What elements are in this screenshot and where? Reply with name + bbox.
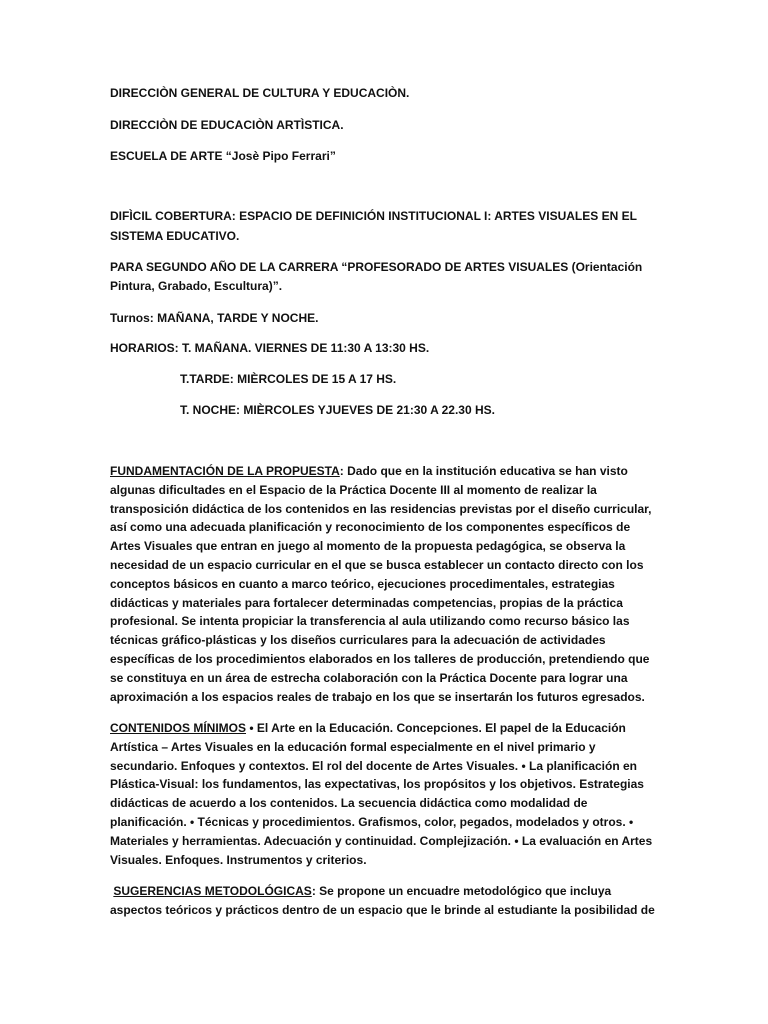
contenidos-heading: CONTENIDOS MÍNIMOS (110, 721, 247, 735)
header-line-1: DIRECCIÒN GENERAL DE CULTURA Y EDUCACIÒN. (110, 86, 410, 100)
horarios-manana: HORARIOS: T. MAÑANA. VIERNES DE 11:30 A 13:30 HS. (110, 341, 430, 355)
fundamentacion-line: necesidad de un espacio curricular en el que se busca establecer un contacto directo con los (110, 557, 644, 572)
contenidos-line: planificación. • Técnicas y procedimientos. Grafismos, color, pegados, modelados y otros. • (110, 814, 634, 829)
contenidos-line: Materiales y herramientas. Adecuación y continuidad. Complejización. • La evaluación en Artes (110, 833, 653, 848)
fundamentacion-line: didácticas y materiales para fortalecer determinadas competencias, propias de la práctica (110, 595, 623, 610)
career-line-2: Pintura, Grabado, Escultura)”. (110, 279, 283, 293)
fundamentacion-line: así como una adecuada planificación y reconocimiento de los componentes específicos de (110, 520, 631, 535)
header-line-3: ESCUELA DE ARTE “Josè Pipo Ferrari” (110, 149, 336, 163)
career-line-1: PARA SEGUNDO AÑO DE LA CARRERA “PROFESORADO DE ARTES VISUALES (Orientación (110, 260, 643, 274)
sugerencias-heading: SUGERENCIAS METODOLÓGICAS (113, 884, 312, 898)
sugerencias-line: : Se propone un encuadre metodológico que incluya (311, 884, 612, 898)
contenidos-line: didácticas de acuerdo a los contenidos. La secuencia didáctica como modalidad de (110, 796, 588, 811)
fundamentacion-line: específicas de los procedimientos elaborados en los talleres de producción, pretendiendo que (110, 651, 650, 666)
contenidos-line: • El Arte en la Educación. Concepciones. El papel de la Educación (246, 721, 626, 735)
contenidos-section (110, 719, 658, 869)
contenidos-line: Plástica-Visual: los fundamentos, las expectativas, los propósitos y los objetivos. Estrategias (110, 777, 644, 792)
fundamentacion-line: aproximación a los espacios reales de trabajo en los que se insertarán los futuros egresados. (110, 689, 645, 704)
fundamentacion-line: : Dado que en la institución educativa se han visto (339, 464, 628, 478)
fundamentacion-line: se constituya en un área de estrecha colaboración con la Práctica Docente para lograr una (110, 670, 628, 685)
contenidos-line: secundario. Enfoques y contextos. El rol del docente de Artes Visuales. • La planificación en (110, 758, 638, 773)
horarios-noche: T. NOCHE: MIÈRCOLES YJUEVES DE 21:30 A 22.30 HS. (180, 403, 495, 417)
sugerencias-line: aspectos teóricos y prácticos dentro de un espacio que le brinde al estudiante la posibilidad de (110, 902, 655, 917)
fundamentacion-line: técnicas gráfico-plásticas y los diseños curriculares para la adecuación de actividades (110, 633, 606, 648)
fundamentacion-line: profesional. Se intenta propiciar la transferencia al aula utilizando como recurso básico las (110, 614, 630, 629)
fundamentacion-line: conceptos básicos en cuanto a marco teórico, ejecuciones procedimentales, estrategias (110, 576, 615, 591)
fundamentacion-section (110, 462, 658, 706)
turnos-line: Turnos: MAÑANA, TARDE Y NOCHE. (110, 311, 319, 325)
course-title-line-1: DIFÌCIL COBERTURA: ESPACIO DE DEFINICIÓN INSTITUCIONAL I: ARTES VISUALES EN EL (110, 209, 637, 223)
fundamentacion-line: algunas dificultades en el Espacio de la Práctica Docente III al momento de realizar la (110, 482, 597, 497)
contenidos-line: Artística – Artes Visuales en la educación formal especialmente en el nivel primario y (110, 739, 596, 754)
header-line-2: DIRECCIÒN DE EDUCACIÒN ARTÌSTICA. (110, 118, 344, 132)
horarios-tarde: T.TARDE: MIÈRCOLES DE 15 A 17 HS. (180, 372, 397, 386)
fundamentacion-line: Artes Visuales que entran en juego al momento de la propuesta pedagógica, se observa la (110, 539, 626, 554)
fundamentacion-line: transposición didáctica de los contenidos en las residencias previstas por el diseño curricular, (110, 501, 652, 516)
sugerencias-section (110, 882, 658, 920)
contenidos-line: Visuales. Enfoques. Instrumentos y criterios. (110, 852, 367, 867)
fundamentacion-heading: FUNDAMENTACIÓN DE LA PROPUESTA (110, 464, 340, 478)
course-title-line-2: SISTEMA EDUCATIVO. (110, 229, 240, 243)
